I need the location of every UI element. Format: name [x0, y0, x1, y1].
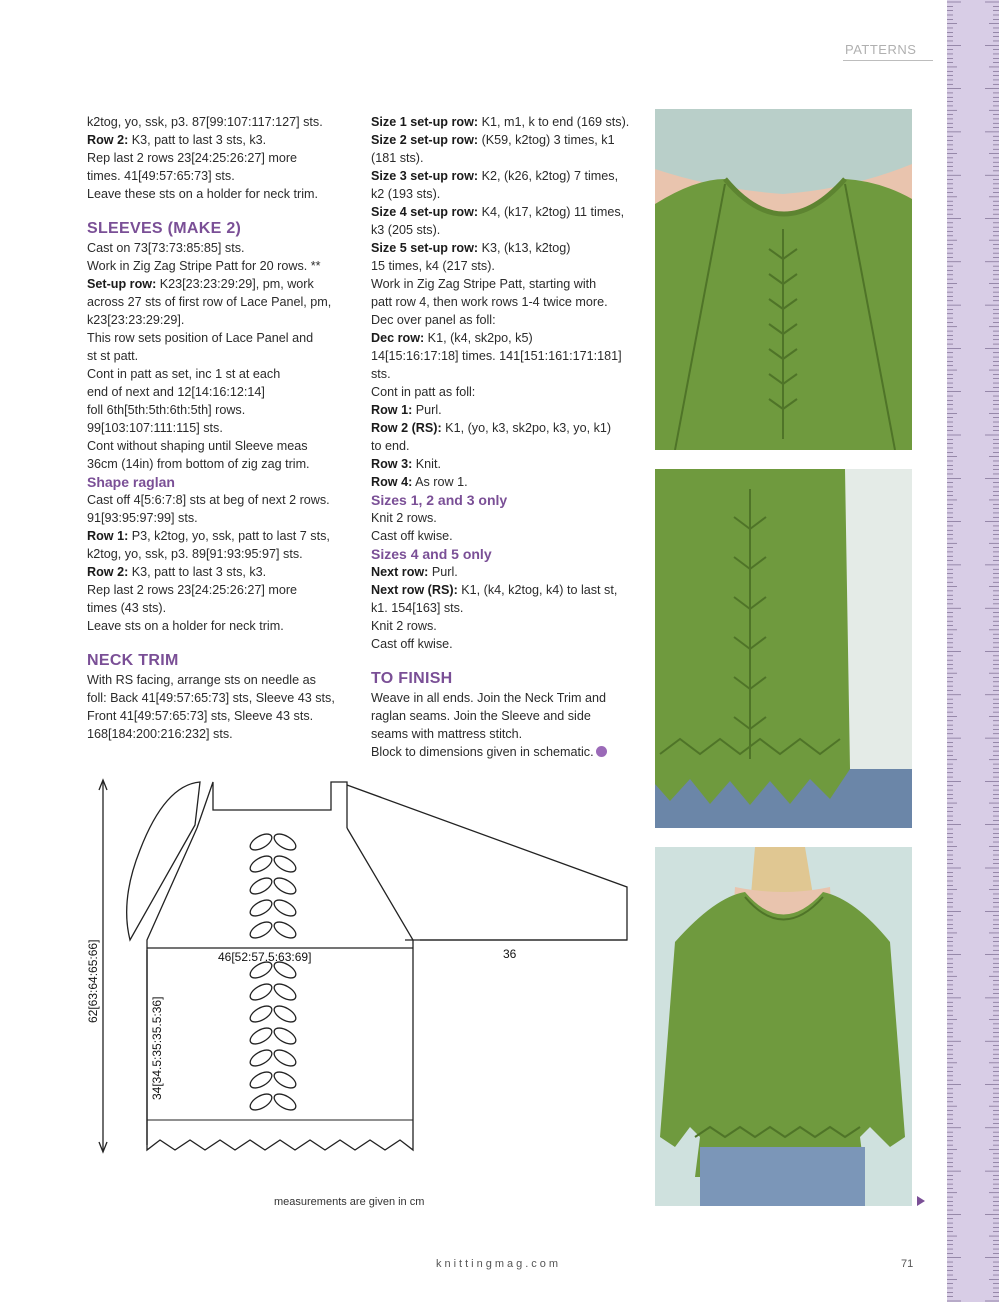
- footer-url: knittingmag.com: [436, 1258, 562, 1270]
- text-line: [87, 455, 352, 473]
- line-text: K1, m1, k to end (169 sts).: [478, 115, 630, 129]
- bold-label: Next row:: [371, 565, 429, 579]
- line-text: K3, (k13, k2tog): [478, 241, 571, 255]
- text-line: [371, 311, 641, 329]
- bold-label: Row 3:: [371, 457, 413, 471]
- text-line: [371, 257, 641, 275]
- sleeves-lines: [87, 239, 352, 473]
- intro-lines: [87, 113, 352, 203]
- text-line: [371, 293, 641, 311]
- line-text: Knit 2 rows.: [371, 619, 437, 633]
- line-text: times. 41[49:57:65:73] sts.: [87, 169, 235, 183]
- line-text: k3 (205 sts).: [371, 223, 441, 237]
- text-line: [87, 437, 352, 455]
- line-text: k2tog, yo, ssk, p3. 89[91:93:95:97] sts.: [87, 547, 303, 561]
- header-rule: [843, 60, 933, 61]
- bold-label: Row 2:: [87, 133, 129, 147]
- text-line: [87, 293, 352, 311]
- text-line: [371, 635, 641, 653]
- photo-sweater-back: [655, 847, 912, 1206]
- line-text: 15 times, k4 (217 sts).: [371, 259, 495, 273]
- text-line: [371, 239, 641, 257]
- text-line: [87, 419, 352, 437]
- line-text: times (43 sts).: [87, 601, 167, 615]
- text-line: [87, 185, 352, 203]
- text-line: [371, 419, 641, 437]
- line-text: patt row 4, then work rows 1-4 twice more.: [371, 295, 608, 309]
- left-sleeve-outline: [127, 782, 200, 940]
- text-line: [87, 671, 352, 689]
- text-column-right: [371, 113, 641, 761]
- text-line: [371, 329, 641, 347]
- text-line: [87, 149, 352, 167]
- text-line: [87, 311, 352, 329]
- line-text: 91[93:95:97:99] sts.: [87, 511, 198, 525]
- width-label: 46[52:57.5:63:69]: [218, 950, 312, 964]
- line-text: Cast off kwise.: [371, 637, 453, 651]
- line-text: 36cm (14in) from bottom of zig zag trim.: [87, 457, 310, 471]
- line-text: k23[23:23:29:29].: [87, 313, 185, 327]
- line-text: K3, patt to last 3 sts, k3.: [128, 565, 267, 579]
- line-text: Block to dimensions given in schematic.: [371, 745, 594, 759]
- text-line: [371, 455, 641, 473]
- line-text: K3, patt to last 3 sts, k3.: [128, 133, 267, 147]
- line-text: Rep last 2 rows 23[24:25:26:27] more: [87, 151, 298, 165]
- text-line: [87, 239, 352, 257]
- line-text: Dec over panel as foll:: [371, 313, 496, 327]
- line-text: st st patt.: [87, 349, 139, 363]
- line-text: k1. 154[163] sts.: [371, 601, 464, 615]
- text-line: [371, 563, 641, 581]
- line-text: K1, (k4, sk2po, k5): [424, 331, 533, 345]
- text-line: [371, 527, 641, 545]
- text-line: [87, 527, 352, 545]
- text-line: [371, 725, 641, 743]
- total-length-label: 62[63:64:65:66]: [86, 939, 100, 1023]
- text-line: [87, 365, 352, 383]
- text-line: [87, 401, 352, 419]
- line-text: foll: Back 41[49:57:65:73] sts, Sleeve 43 sts,: [87, 691, 335, 705]
- text-line: [371, 203, 641, 221]
- schematic-caption: measurements are given in cm: [274, 1196, 425, 1208]
- bold-label: Size 1 set-up row:: [371, 115, 479, 129]
- neck-trim-heading: NECK TRIM: [87, 652, 179, 669]
- line-text: Cast off kwise.: [371, 529, 453, 543]
- cable-motif: [248, 831, 299, 1113]
- bold-label: Size 5 set-up row:: [371, 241, 479, 255]
- bold-label: Size 3 set-up row:: [371, 169, 479, 183]
- setup-lines: [371, 113, 641, 491]
- text-line: [87, 725, 352, 743]
- text-line: [371, 473, 641, 491]
- page-number: 71: [901, 1258, 914, 1270]
- text-line: [87, 113, 352, 131]
- line-text: 168[184:200:216:232] sts.: [87, 727, 233, 741]
- bold-label: Dec row:: [371, 331, 425, 345]
- line-text: This row sets position of Lace Panel and: [87, 331, 314, 345]
- line-text: Work in Zig Zag Stripe Patt for 20 rows. **: [87, 259, 321, 273]
- line-text: to end.: [371, 439, 410, 453]
- text-line: [87, 599, 352, 617]
- line-text: 99[103:107:111:115] sts.: [87, 421, 223, 435]
- text-line: [87, 491, 352, 509]
- text-line: [87, 545, 352, 563]
- text-line: [87, 581, 352, 599]
- text-line: [87, 563, 352, 581]
- sleeves-heading: SLEEVES (MAKE 2): [87, 220, 242, 237]
- line-text: Cast off 4[5:6:7:8] sts at beg of next 2 rows.: [87, 493, 330, 507]
- neck-trim-lines: [87, 671, 352, 743]
- line-text: Work in Zig Zag Stripe Patt, starting with: [371, 277, 597, 291]
- text-column-left: [87, 113, 352, 743]
- body-length-label: 34[34.5:35:35.5:36]: [150, 996, 164, 1100]
- line-text: 14[15:16:17:18] times. 141[151:161:171:181] sts.: [371, 349, 622, 381]
- text-line: [371, 149, 641, 167]
- line-text: foll 6th[5th:5th:6th:5th] rows.: [87, 403, 246, 417]
- line-text: Knit.: [412, 457, 441, 471]
- line-text: With RS facing, arrange sts on needle as: [87, 673, 316, 687]
- to-finish-heading: TO FINISH: [371, 670, 453, 687]
- text-line: [87, 383, 352, 401]
- garment-schematic: [85, 770, 635, 1165]
- line-text: across 27 sts of first row of Lace Panel, pm,: [87, 295, 332, 309]
- to-finish-lines: [371, 689, 641, 761]
- bold-label: Row 2 (RS):: [371, 421, 442, 435]
- text-line: [371, 581, 641, 599]
- text-line: [371, 221, 641, 239]
- line-text: P3, k2tog, yo, ssk, patt to last 7 sts,: [128, 529, 330, 543]
- text-line: [371, 743, 641, 761]
- text-line: [371, 689, 641, 707]
- bold-label: Row 1:: [371, 403, 413, 417]
- text-line: [371, 185, 641, 203]
- text-line: [87, 347, 352, 365]
- raglan-lines: [87, 491, 352, 635]
- line-text: k2tog, yo, ssk, p3. 87[99:107:117:127] sts.: [87, 115, 323, 129]
- text-line: [371, 167, 641, 185]
- line-text: Purl.: [412, 403, 442, 417]
- text-line: [87, 167, 352, 185]
- text-line: [371, 617, 641, 635]
- line-text: Cast on 73[73:73:85:85] sts.: [87, 241, 245, 255]
- line-text: Cont in patt as set, inc 1 st at each: [87, 367, 281, 381]
- bold-label: Set-up row:: [87, 277, 157, 291]
- next-page-arrow-icon: [917, 1196, 925, 1206]
- text-line: [87, 689, 352, 707]
- text-line: [371, 113, 641, 131]
- line-text: As row 1.: [412, 475, 468, 489]
- sizes-45-heading: Sizes 4 and 5 only: [371, 546, 492, 562]
- sizes-123-heading: Sizes 1, 2 and 3 only: [371, 492, 508, 508]
- line-text: raglan seams. Join the Sleeve and side: [371, 709, 591, 723]
- header-section-label: PATTERNS: [845, 42, 917, 57]
- line-text: Knit 2 rows.: [371, 511, 437, 525]
- text-line: [87, 707, 352, 725]
- yarn-ball-icon: [596, 746, 607, 757]
- line-text: K4, (k17, k2tog) 11 times,: [478, 205, 625, 219]
- text-line: [371, 599, 641, 617]
- bold-label: Row 1:: [87, 529, 129, 543]
- bold-label: Row 4:: [371, 475, 413, 489]
- text-line: [371, 131, 641, 149]
- text-line: [87, 617, 352, 635]
- text-line: [371, 275, 641, 293]
- bold-label: Row 2:: [87, 565, 129, 579]
- line-text: Leave sts on a holder for neck trim.: [87, 619, 284, 633]
- line-text: Cont without shaping until Sleeve meas: [87, 439, 308, 453]
- photo-sleeve-detail: [655, 469, 912, 828]
- bold-label: Size 4 set-up row:: [371, 205, 479, 219]
- line-text: Weave in all ends. Join the Neck Trim and: [371, 691, 606, 705]
- line-text: K2, (k26, k2tog) 7 times,: [478, 169, 619, 183]
- photo-sweater-front-neckline: [655, 109, 912, 450]
- raglan-heading: Shape raglan: [87, 474, 175, 490]
- line-text: (K59, k2tog) 3 times, k1: [478, 133, 615, 147]
- line-text: Purl.: [428, 565, 458, 579]
- line-text: seams with mattress stitch.: [371, 727, 523, 741]
- line-text: Rep last 2 rows 23[24:25:26:27] more: [87, 583, 298, 597]
- text-line: [87, 131, 352, 149]
- text-line: [87, 257, 352, 275]
- line-text: K1, (yo, k3, sk2po, k3, yo, k1): [441, 421, 612, 435]
- sizes-45-lines: [371, 563, 641, 653]
- line-text: (181 sts).: [371, 151, 424, 165]
- text-line: [371, 347, 641, 383]
- text-line: [371, 707, 641, 725]
- text-line: [371, 509, 641, 527]
- line-text: k2 (193 sts).: [371, 187, 441, 201]
- text-line: [371, 437, 641, 455]
- text-line: [87, 509, 352, 527]
- line-text: Cont in patt as foll:: [371, 385, 476, 399]
- text-line: [87, 329, 352, 347]
- line-text: K1, (k4, k2tog, k4) to last st,: [457, 583, 618, 597]
- sleeve-length-label: 36: [503, 947, 517, 961]
- ruler-decoration: [947, 0, 999, 1302]
- sizes-123-lines: [371, 509, 641, 545]
- line-text: K23[23:23:29:29], pm, work: [156, 277, 314, 291]
- line-text: Front 41[49:57:65:73] sts, Sleeve 43 sts.: [87, 709, 314, 723]
- line-text: Leave these sts on a holder for neck trim.: [87, 187, 319, 201]
- line-text: end of next and 12[14:16:12:14]: [87, 385, 265, 399]
- text-line: [87, 275, 352, 293]
- bold-label: Size 2 set-up row:: [371, 133, 479, 147]
- bold-label: Next row (RS):: [371, 583, 458, 597]
- text-line: [371, 383, 641, 401]
- text-line: [371, 401, 641, 419]
